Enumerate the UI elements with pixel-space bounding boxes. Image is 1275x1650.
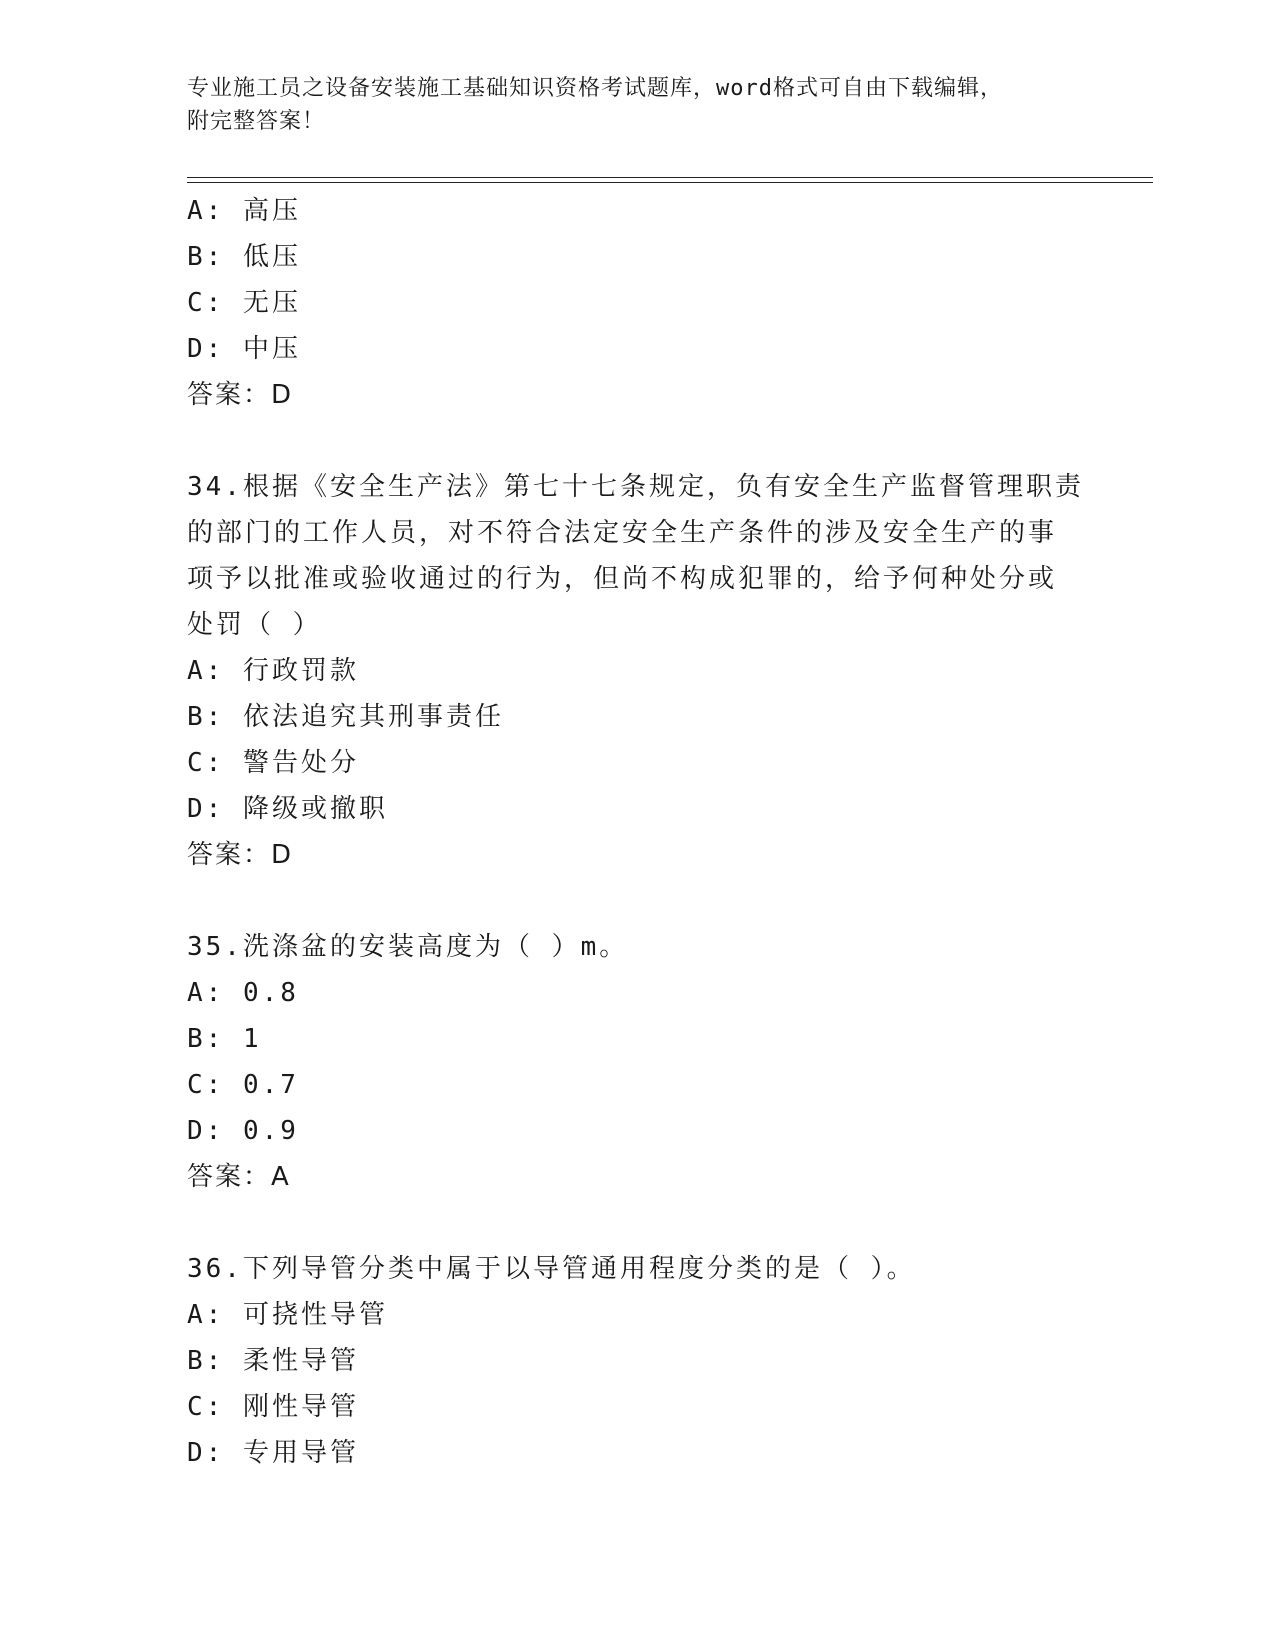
spacer (187, 418, 1087, 464)
option-d: D: 中压 (187, 334, 301, 364)
question-33-block (187, 188, 1087, 418)
option-d: D: 降级或撤职 (187, 794, 388, 824)
spacer (187, 878, 1087, 924)
header-divider-top (187, 177, 1153, 178)
question-list (187, 188, 1087, 1476)
question-text-line: 项予以批准或验收通过的行为，但尚不构成犯罪的，给予何种处分或 (187, 564, 1058, 594)
answer-line: 答案：D (187, 840, 294, 870)
question-text-line: 35.洗涤盆的安装高度为（ ）m。 (187, 932, 629, 962)
option-b: B: 柔性导管 (187, 1346, 359, 1376)
question-text-line: 的部门的工作人员，对不符合法定安全生产条件的涉及安全生产的事 (187, 518, 1058, 548)
answer-line: 答案：A (187, 1162, 291, 1192)
option-c: C: 无压 (187, 288, 301, 318)
option-b: B: 依法追究其刑事责任 (187, 702, 504, 732)
document-header (187, 72, 1087, 138)
option-d: D: 0.9 (187, 1116, 299, 1146)
option-b: B: 低压 (187, 242, 301, 272)
question-text-line: 处罚（ ） (187, 610, 322, 640)
question-text-line: 36.下列导管分类中属于以导管通用程度分类的是（ ）。 (187, 1254, 916, 1284)
option-a: A: 行政罚款 (187, 656, 359, 686)
option-a: A: 0.8 (187, 978, 299, 1008)
option-d: D: 专用导管 (187, 1438, 359, 1468)
header-line-2: 附完整答案！ (187, 109, 326, 134)
option-a: A: 可挠性导管 (187, 1300, 388, 1330)
question-35-block (187, 924, 1087, 1200)
question-34-block (187, 464, 1087, 878)
question-36-block (187, 1246, 1087, 1476)
header-line-1: 专业施工员之设备安装施工基础知识资格考试题库，word格式可自由下载编辑， (187, 76, 1003, 101)
header-divider-bottom (187, 182, 1153, 183)
option-c: C: 0.7 (187, 1070, 299, 1100)
option-c: C: 警告处分 (187, 748, 359, 778)
spacer (187, 1200, 1087, 1246)
answer-line: 答案：D (187, 380, 294, 410)
option-a: A: 高压 (187, 196, 301, 226)
option-c: C: 刚性导管 (187, 1392, 359, 1422)
question-text-line: 34.根据《安全生产法》第七十七条规定，负有安全生产监督管理职责 (187, 472, 1084, 502)
option-b: B: 1 (187, 1024, 262, 1054)
